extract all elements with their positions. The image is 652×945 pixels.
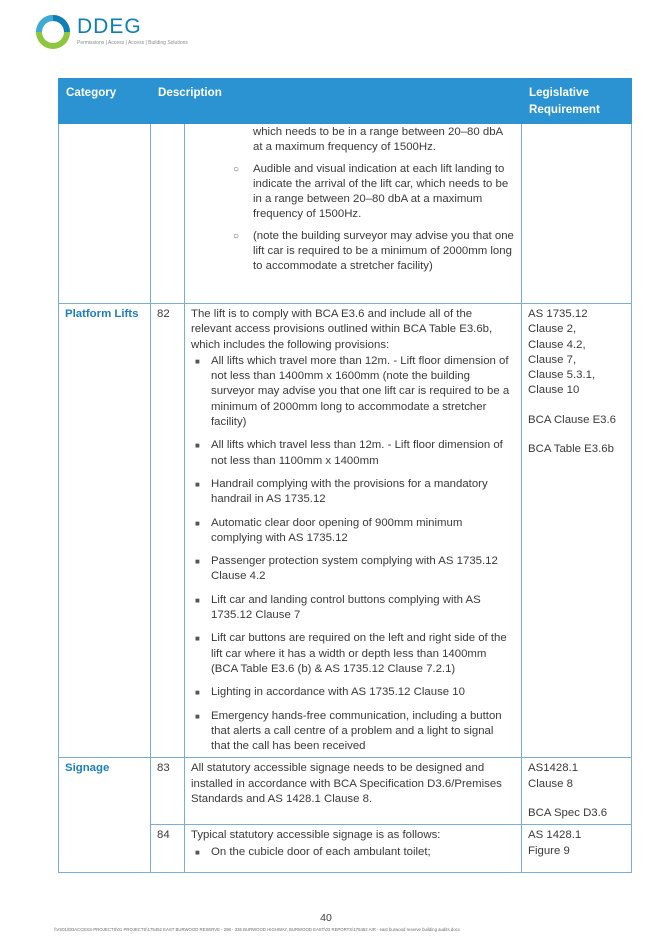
legislation-bca-spec: BCA Spec D3.6 <box>528 807 608 820</box>
legislative-cell <box>522 758 632 825</box>
square-bullet-icon: ■ <box>195 479 200 489</box>
list-item: ■ On the cubicle door of each ambulant toilet; <box>191 845 515 860</box>
document-path: \\VS01\DDACCESS-PROJECTS\01 PROJECTS\175452 EAST BURWOOD RESERVE - 298 - 336 BURWOOD HIGHWAY, BURWOOD EAST\03 REPORTS\175452 AIR - east burwood reserve building audits.docx <box>54 927 460 932</box>
page-number: 40 <box>320 912 332 924</box>
list-item: ■ Handrail complying with the provisions for a mandatory handrail in AS 1735.12 <box>195 477 488 506</box>
square-bullet-icon: ■ <box>195 356 200 366</box>
list-item: ■ Automatic clear door opening of 900mm minimum complying with AS 1735.12 <box>195 516 463 544</box>
legislative-cell <box>522 825 632 873</box>
square-bullet-icon: ■ <box>195 595 200 605</box>
legislative-cell <box>522 304 632 758</box>
list-item: ■ Emergency hands-free communication, including a button that alerts a call centre of a problem and a light to signal that the call has been received <box>195 709 502 753</box>
intro-text: Typical statutory accessible signage is as follows: <box>191 829 441 842</box>
category-platform-lifts: Platform Lifts <box>59 304 151 758</box>
list-item: ■ All lifts which travel more than 12m. - Lift floor dimension of not less than 1400mm x 1600mm (note the building surveyor may advise you that one lift car is required to be a minimum of 2000mm long to accommodate a stretcher facility) <box>195 354 510 429</box>
list-item: ○ (note the building surveyor may advise you that one lift car is required to be a minimum of 2000mm long to accommodate a stretcher facility) <box>233 229 514 273</box>
square-bullet-icon: ■ <box>195 711 200 721</box>
table-row <box>59 304 632 758</box>
table-row <box>59 124 632 304</box>
legislation-clause: Clause 2, <box>528 323 577 336</box>
square-bullet-icon: ■ <box>195 847 200 857</box>
column-header-category: Category <box>59 79 151 124</box>
list-item: ■ Lift car buttons are required on the left and right side of the lift car where it has a width or depth less than 1400mm (BCA Table E3.6 (b) & AS 1735.12 Clause 7.2.1) <box>195 632 507 675</box>
item-number: 82 <box>151 304 185 758</box>
legislation-standard: AS 1428.1 <box>528 829 582 842</box>
continued-text: which needs to be in a range between 20–80 dbA at a maximum frequency of 1500Hz. <box>253 126 503 154</box>
legislation-standard: AS 1735.12 <box>528 308 588 320</box>
signage-list <box>191 845 515 860</box>
column-header-legislative: Legislative Requirement <box>522 79 632 124</box>
table-header-row <box>59 79 632 124</box>
legislation-clause: Clause 8 <box>528 777 573 790</box>
list-item: ■ Passenger protection system complying with AS 1735.12 Clause 4.2 <box>195 555 498 583</box>
square-bullet-icon: ■ <box>195 518 200 528</box>
item-number: 84 <box>151 825 185 873</box>
description-cell <box>185 124 522 304</box>
legislation-clause: Clause 5.3.1, <box>528 369 596 382</box>
description-cell <box>185 304 522 758</box>
number-cell <box>151 124 185 304</box>
square-bullet-icon: ■ <box>195 441 200 451</box>
square-bullet-icon: ■ <box>195 688 200 698</box>
legislation-clause: Clause 7, <box>528 353 577 366</box>
list-item: ○ Audible and visual indication at each lift landing to indicate the arrival of the lift car, which needs to be in a range between 20–80 dbA at a maximum frequency of 1500Hz. <box>233 162 509 221</box>
requirements-table <box>58 78 632 873</box>
description-cell: All statutory accessible signage needs to be designed and installed in accordance with BCA Specification D3.6/Premises Standards and AS 1428.1 Clause 8. <box>185 758 522 825</box>
legislation-clause: Clause 10 <box>528 384 580 397</box>
legislative-cell <box>522 124 632 304</box>
circle-bullet-icon: ○ <box>233 163 240 175</box>
table-row <box>59 758 632 825</box>
logo-name: DDEG <box>77 15 142 38</box>
item-number: 83 <box>151 758 185 825</box>
logo-tagline: Permissions | Access | Access | Building Solutions <box>77 40 188 46</box>
ddeg-logo-icon <box>35 14 71 50</box>
legislation-standard: AS1428.1 <box>528 762 579 775</box>
provisions-list <box>191 354 515 755</box>
square-bullet-icon: ■ <box>195 557 200 567</box>
square-bullet-icon: ■ <box>195 634 200 644</box>
circle-bullet-icon: ○ <box>233 230 240 242</box>
legislation-figure: Figure 9 <box>528 844 570 857</box>
legislation-bca-table: BCA Table E3.6b <box>528 443 614 456</box>
category-cell <box>59 124 151 304</box>
company-logo <box>35 14 188 50</box>
legislation-bca-clause: BCA Clause E3.6 <box>528 413 617 426</box>
intro-text: The lift is to comply with BCA E3.6 and include all of the relevant access provisions outlined within BCA Table E3.6b, which includes the following provisions: <box>191 308 493 351</box>
legislation-clause: Clause 4.2, <box>528 338 586 351</box>
list-item: ■ Lift car and landing control buttons complying with AS 1735.12 Clause 7 <box>195 593 481 622</box>
column-header-description: Description <box>151 79 522 124</box>
list-item: ■ All lifts which travel less than 12m. - Lift floor dimension of not less than 1100mm x 1400mm <box>195 439 503 467</box>
description-cell <box>185 825 522 873</box>
list-item: ■ Lighting in accordance with AS 1735.12 Clause 10 <box>191 685 515 700</box>
category-signage: Signage <box>59 758 151 873</box>
